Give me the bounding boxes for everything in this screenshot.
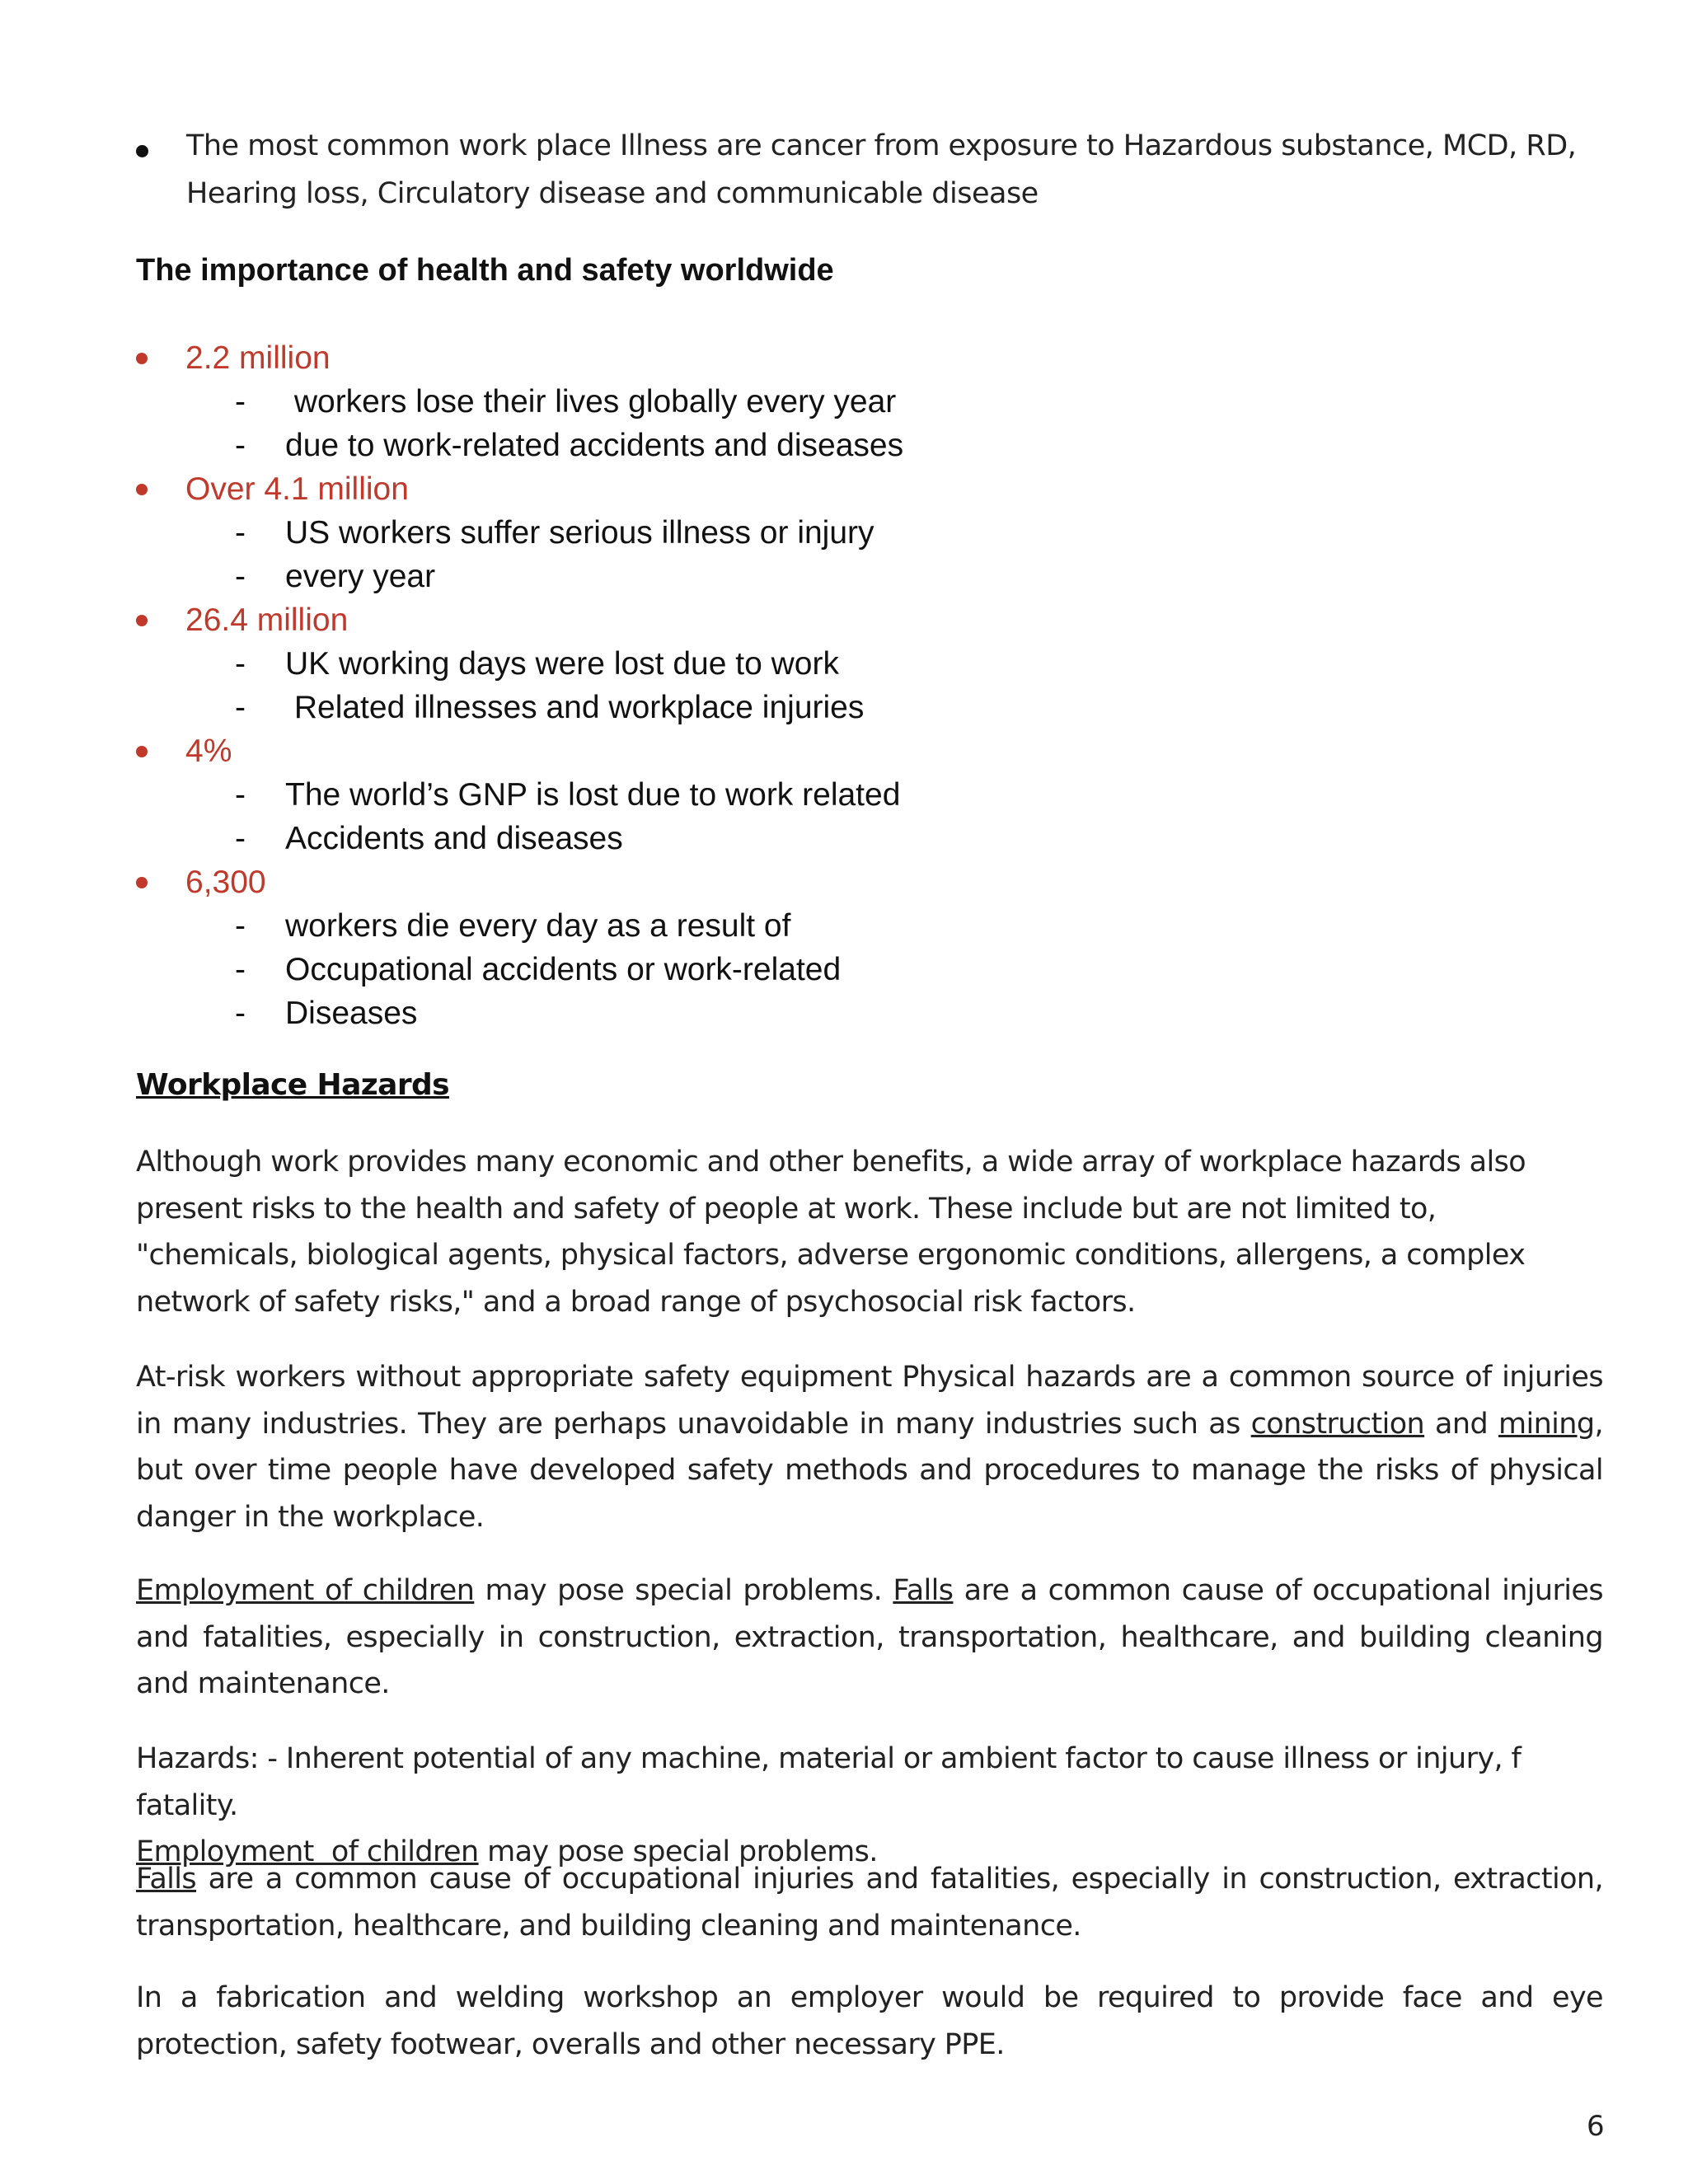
stat-detail: [136, 686, 1290, 729]
dash-marker: -: [235, 907, 246, 944]
stat-detail: [136, 511, 1290, 555]
stat-detail: [136, 817, 1290, 860]
construction-link[interactable]: construction: [1250, 1407, 1425, 1441]
section-title: The importance of health and safety worldwide: [136, 253, 834, 288]
red-bullet-icon: [136, 877, 148, 888]
stat-detail: [136, 991, 1290, 1035]
stat-detail-text: workers die every day as a result of: [285, 907, 791, 944]
paragraph-text: are a common cause of occupational injuries and fatalities, especially in construction, extraction, transportation, healthcare, and building cleaning and maintenance.: [136, 1574, 1603, 1700]
stat-figure: Over 4.1 million: [185, 471, 409, 507]
stat-detail-text: US workers suffer serious illness or injury: [285, 514, 874, 551]
dash-marker: -: [235, 645, 246, 682]
dash-marker: -: [235, 951, 246, 987]
paragraph-text: may pose special problems.: [474, 1574, 893, 1607]
paragraph-children-falls: [136, 1568, 1603, 1708]
stat-detail: [136, 773, 1290, 817]
falls-link[interactable]: Falls: [136, 1863, 197, 1896]
stat-detail-text: Accidents and diseases: [285, 820, 623, 856]
stat-detail-text: Related illnesses and workplace injuries: [285, 689, 865, 725]
paragraph-text: Hazards: - Inherent potential of any machine, material or ambient factor to cause illness or injury, f fatality.: [136, 1742, 1522, 1822]
paragraph-text: are a common cause of occupational injuries and fatalities, especially in construction, extraction, transportation, healthcare, and building cleaning and maintenance.: [136, 1863, 1603, 1943]
stat-detail: [136, 424, 1290, 467]
stat-detail: [136, 904, 1290, 948]
mining-link[interactable]: mining: [1498, 1407, 1595, 1441]
stat-figure: 4%: [185, 733, 232, 769]
dash-marker: -: [235, 820, 246, 856]
stat-detail-text: UK working days were lost due to work: [285, 645, 839, 682]
stat-item: [136, 598, 1290, 642]
paragraph-physical-hazards: [136, 1354, 1603, 1540]
paragraph-text: may pose special problems.: [478, 1835, 878, 1868]
falls-link[interactable]: Falls: [893, 1574, 954, 1607]
red-bullet-icon: [136, 746, 148, 757]
stat-detail-text: The world’s GNP is lost due to work related: [285, 776, 901, 813]
employment-of-children-link[interactable]: Employment of children: [136, 1835, 479, 1868]
stat-figure: 2.2 million: [185, 340, 331, 376]
stat-item: [136, 860, 1290, 904]
stat-figure: 6,300: [185, 864, 266, 900]
stat-detail-text: every year: [285, 558, 436, 594]
dash-marker: -: [235, 383, 246, 419]
paragraph-text: and: [1424, 1407, 1498, 1441]
stat-detail: [136, 380, 1290, 424]
dash-marker: -: [235, 427, 246, 463]
stat-detail: [136, 555, 1290, 598]
dash-marker: -: [235, 558, 246, 594]
stat-detail-text: due to work-related accidents and diseases: [285, 427, 904, 463]
stat-detail: [136, 642, 1290, 686]
intro-bullet-text: The most common work place Illness are cancer from exposure to Hazardous substance, MCD, RD, Hearing loss, Circulatory disease and communicable disease: [186, 129, 1577, 210]
paragraph-text: At-risk workers without appropriate safety equipment Physical hazards are a common source of injuries in many industries. They are perhaps unavoidable in many industries such as: [136, 1361, 1603, 1441]
red-bullet-icon: [136, 353, 148, 364]
stat-item: [136, 467, 1290, 511]
page-number: 6: [1587, 2110, 1605, 2143]
stat-detail: [136, 948, 1290, 991]
paragraph-hazards-definition: [136, 1736, 1603, 1876]
stat-detail-text: Occupational accidents or work-related: [285, 951, 842, 987]
red-bullet-icon: [136, 615, 148, 626]
stat-detail-text: Diseases: [285, 995, 418, 1031]
dash-marker: -: [235, 995, 246, 1031]
paragraph-hazards-overview: Although work provides many economic and other benefits, a wide array of workplace hazards also present risks to the health and safety of people at work. These include but are not limited to, "chemicals, biological agents, physical factors, adverse ergonomic conditions, allergens, a complex network of safety risks," and a broad range of psychosocial risk factors.: [136, 1146, 1526, 1319]
paragraph-text: , but over time people have developed safety methods and procedures to manage the risks of physical danger in the workplace.: [136, 1407, 1604, 1534]
paragraph-falls: [136, 1856, 1603, 1949]
stat-item: [136, 729, 1290, 773]
stat-detail-text: workers lose their lives globally every year: [285, 383, 897, 419]
bullet-dot-icon: [136, 145, 148, 157]
stat-figure: 26.4 million: [185, 602, 349, 638]
dash-marker: -: [235, 689, 246, 725]
dash-marker: -: [235, 776, 246, 813]
stats-list: [136, 336, 1290, 1035]
paragraph-ppe: In a fabrication and welding workshop an employer would be required to provide face and eye protection, safety footwear, overalls and other necessary PPE.: [136, 1981, 1603, 2061]
employment-of-children-link[interactable]: Employment of children: [136, 1574, 475, 1607]
dash-marker: -: [235, 514, 246, 551]
workplace-hazards-heading: Workplace Hazards: [136, 1068, 449, 1102]
stat-item: [136, 336, 1290, 380]
intro-bullet: [136, 122, 1587, 218]
red-bullet-icon: [136, 484, 148, 495]
